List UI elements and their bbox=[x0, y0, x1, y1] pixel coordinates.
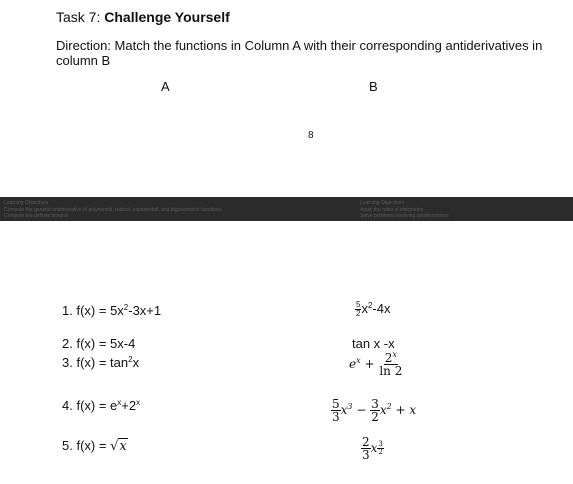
exponent-fraction: $\frac{3}{2}$ bbox=[378, 440, 383, 456]
function-exponent: 2 bbox=[128, 355, 133, 364]
function-exponent-2: x bbox=[136, 398, 141, 407]
fraction-2: $\frac{3}{2}$ bbox=[371, 397, 379, 424]
base-e: e bbox=[349, 357, 357, 371]
item-number: 2. bbox=[62, 336, 73, 351]
radicand: x bbox=[119, 439, 127, 454]
function-mid: +2 bbox=[121, 398, 137, 413]
band-left-line-1: Learning Objectives bbox=[4, 200, 49, 206]
function-item-1 bbox=[62, 303, 161, 318]
function-lhs: f(x) = bbox=[76, 303, 111, 318]
rest: -4x bbox=[372, 301, 391, 316]
function-item-3 bbox=[62, 355, 139, 370]
item-number: 3. bbox=[62, 355, 73, 370]
item-number: 1. bbox=[62, 303, 73, 318]
column-b-header: B bbox=[369, 79, 378, 94]
variable: x bbox=[361, 301, 368, 316]
direction-text: Direction: Match the functions in Column A with their corresponding antiderivatives in column B bbox=[56, 38, 543, 68]
page-number: 8 bbox=[308, 130, 314, 141]
band-left-line-3: Compute the definite integral bbox=[4, 213, 68, 219]
function-rest: -3x+1 bbox=[128, 303, 162, 318]
antiderivative-2: tan x -x bbox=[352, 336, 395, 351]
item-number: 4. bbox=[62, 398, 73, 413]
function-base: 5x bbox=[110, 303, 124, 318]
band-right-line-1: Learning Objectives bbox=[360, 200, 405, 206]
plus-sign: + bbox=[360, 357, 379, 371]
task-title-bold: Challenge Yourself bbox=[104, 9, 230, 25]
band-right-line-3: Solve problems involving antiderivatives bbox=[360, 213, 449, 219]
radical-sign: √ bbox=[110, 439, 119, 454]
antiderivative-3 bbox=[349, 352, 403, 377]
antiderivative-4: $\frac{5}{3}$ $x^3$ − $\frac{3}{2}$ $x^2 + x$ bbox=[332, 397, 417, 424]
function-exponent: x bbox=[117, 398, 122, 407]
function-text: f(x) = 5x-4 bbox=[76, 336, 136, 351]
fraction-1: $\frac{5}{3}$ bbox=[332, 397, 340, 424]
antiderivative-1 bbox=[355, 301, 390, 318]
fraction: $\frac{5}{2}$ bbox=[356, 300, 361, 319]
task-title bbox=[56, 9, 230, 25]
task-prefix: Task 7: bbox=[56, 9, 105, 25]
function-item-4 bbox=[62, 398, 140, 413]
column-a-header: A bbox=[161, 79, 170, 94]
function-rest: x bbox=[132, 355, 140, 370]
fraction: $\frac{2}{3}$ bbox=[362, 435, 370, 462]
band-right-line-2: Apply the rules of integration bbox=[360, 207, 424, 213]
function-exponent: 2 bbox=[123, 303, 129, 312]
function-lhs: f(x) = e bbox=[76, 398, 118, 413]
e-exponent: x bbox=[356, 356, 361, 365]
antiderivative-5: $\frac{2}{3}$ x $\frac{3}{2}$ bbox=[362, 435, 383, 462]
fraction: $\frac{2^x}{\ln 2}$ bbox=[379, 350, 403, 378]
sqrt-expression bbox=[110, 438, 128, 454]
function-item-5 bbox=[62, 438, 128, 454]
dark-band bbox=[0, 197, 573, 221]
band-left-line-2: Compute the general antiderivative of polynomial, radical, exponential, and trigonometric functions bbox=[4, 207, 222, 213]
exponent: 2 bbox=[367, 301, 373, 310]
item-number: 5. bbox=[62, 438, 73, 453]
function-lhs: f(x) = bbox=[76, 438, 111, 453]
function-lhs: f(x) = tan bbox=[76, 355, 129, 370]
function-item-2 bbox=[62, 336, 135, 351]
